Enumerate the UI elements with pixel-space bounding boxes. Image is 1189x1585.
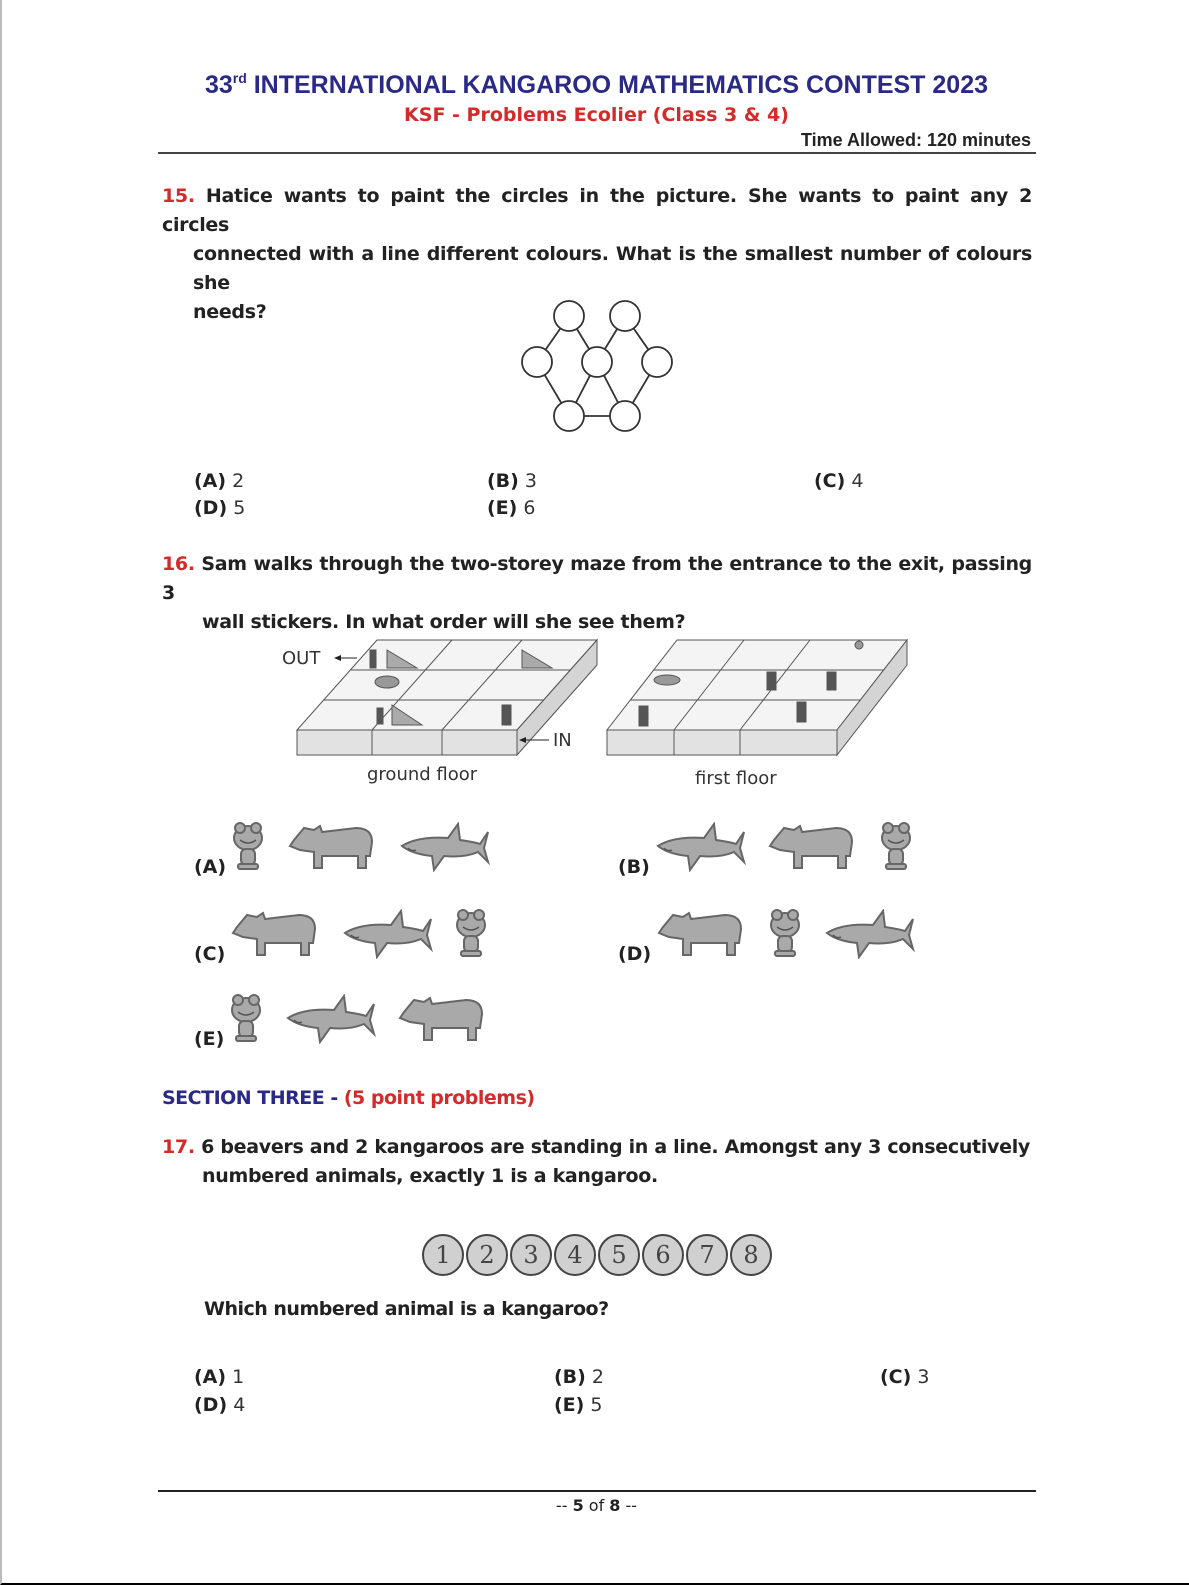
- graph-circle: [522, 347, 552, 377]
- question-text-line: Sam walks through the two-storey maze from the entrance to the exit, passing 3: [162, 553, 1032, 604]
- frog-icon: [767, 909, 803, 959]
- question-text-line: Hatice wants to paint the circles in the picture. She wants to paint any 2 circles: [162, 185, 1032, 236]
- option-value: 4: [233, 1394, 246, 1416]
- title-ordinal: 33: [204, 71, 233, 99]
- option-b[interactable]: [554, 1366, 604, 1388]
- option-d[interactable]: [194, 1394, 245, 1416]
- numbered-animals-row: [422, 1234, 772, 1276]
- option-b[interactable]: [618, 820, 934, 878]
- shark-sticker-icon: [654, 675, 680, 685]
- option-c[interactable]: [880, 1366, 929, 1388]
- shark-icon: [654, 822, 746, 872]
- page-footer: [2, 1496, 1189, 1515]
- question-17: [162, 1133, 1032, 1191]
- rhino-icon: [229, 907, 321, 959]
- option-label: (A): [194, 1366, 227, 1388]
- question-text-line: numbered animals, exactly 1 is a kangaroo.: [202, 1165, 658, 1187]
- option-a[interactable]: [194, 470, 244, 492]
- option-label: (D): [194, 497, 228, 519]
- in-label: IN: [553, 730, 572, 751]
- option-label: (A): [194, 856, 227, 878]
- option-e[interactable]: [194, 992, 508, 1050]
- rhino-icon: [655, 907, 747, 959]
- total-pages: 8: [609, 1496, 621, 1515]
- graph-circle: [642, 347, 672, 377]
- current-page: 5: [572, 1496, 584, 1515]
- numbered-animal-circle: 5: [598, 1234, 640, 1276]
- paper-subtitle: KSF - Problems Ecolier (Class 3 & 4): [404, 104, 789, 126]
- frog-sticker-icon: [855, 641, 863, 649]
- footer-dash: --: [620, 1496, 638, 1515]
- option-value: 2: [232, 470, 245, 492]
- question-number: 17.: [162, 1136, 195, 1158]
- time-allowed: Time Allowed: 120 minutes: [800, 130, 1031, 150]
- option-label: (E): [194, 1028, 225, 1050]
- title-main: INTERNATIONAL KANGAROO MATHEMATICS CONTEST 2023: [246, 71, 989, 99]
- option-e[interactable]: [487, 497, 536, 519]
- question-16: [162, 550, 1032, 637]
- shark-icon: [398, 822, 490, 872]
- footer-of: of: [583, 1496, 610, 1515]
- option-label: (D): [194, 1394, 228, 1416]
- door-icon: [502, 705, 511, 725]
- option-label: (D): [618, 943, 652, 965]
- option-value: 6: [523, 497, 536, 519]
- numbered-animal-circle: 3: [510, 1234, 552, 1276]
- option-value: 4: [851, 470, 864, 492]
- option-label: (B): [554, 1366, 586, 1388]
- door-icon: [370, 650, 376, 668]
- question-text-line: needs?: [193, 301, 267, 323]
- rhino-icon: [766, 820, 858, 872]
- rhino-icon: [396, 992, 488, 1044]
- question-text-line: 6 beavers and 2 kangaroos are standing in a line. Amongst any 3 consecutively: [201, 1136, 1031, 1158]
- option-label: (A): [194, 470, 227, 492]
- graph-circle: [554, 401, 584, 431]
- frog-icon: [878, 822, 914, 872]
- frog-icon: [230, 822, 266, 872]
- door-icon: [377, 708, 383, 724]
- first-floor-maze: [607, 640, 907, 755]
- option-label: (B): [487, 470, 519, 492]
- door-icon: [797, 702, 806, 722]
- contest-title: [2, 70, 1189, 100]
- frog-icon: [453, 909, 489, 959]
- section-title: SECTION THREE -: [162, 1087, 344, 1109]
- door-icon: [767, 672, 776, 690]
- option-value: 1: [232, 1366, 245, 1388]
- circle-graph-figure: [507, 290, 677, 440]
- door-icon: [827, 672, 836, 690]
- option-value: 3: [917, 1366, 930, 1388]
- shark-icon: [284, 994, 376, 1044]
- shark-icon: [341, 909, 433, 959]
- first-floor-label: first floor: [695, 768, 777, 789]
- option-c[interactable]: [814, 470, 863, 492]
- footer-divider: [158, 1490, 1036, 1492]
- ground-floor-maze: [297, 640, 597, 755]
- rhino-icon: [286, 820, 378, 872]
- section-heading: [162, 1087, 535, 1109]
- footer-dash: --: [555, 1496, 573, 1515]
- frog-icon: [228, 994, 264, 1044]
- graph-circle: [554, 301, 584, 331]
- ground-floor-label: ground floor: [367, 764, 478, 785]
- section-points: (5 point problems): [343, 1087, 535, 1109]
- numbered-animal-circle: 6: [642, 1234, 684, 1276]
- question-text-line: connected with a line different colours. What is the smallest number of colours she: [193, 243, 1032, 294]
- numbered-animal-circle: 1: [422, 1234, 464, 1276]
- question-17-prompt: Which numbered animal is a kangaroo?: [204, 1298, 609, 1320]
- graph-circle: [610, 401, 640, 431]
- option-value: 2: [591, 1366, 604, 1388]
- option-label: (C): [814, 470, 846, 492]
- option-value: 3: [524, 470, 537, 492]
- option-label: (B): [618, 856, 650, 878]
- option-b[interactable]: [487, 470, 537, 492]
- numbered-animal-circle: 4: [554, 1234, 596, 1276]
- graph-circle: [582, 347, 612, 377]
- numbered-animal-circle: 7: [686, 1234, 728, 1276]
- option-label: (E): [554, 1394, 585, 1416]
- option-d[interactable]: [194, 497, 245, 519]
- graph-circle: [610, 301, 640, 331]
- option-e[interactable]: [554, 1394, 603, 1416]
- door-icon: [639, 706, 648, 726]
- option-value: 5: [590, 1394, 603, 1416]
- option-value: 5: [233, 497, 246, 519]
- option-a[interactable]: [194, 1366, 244, 1388]
- option-label: (E): [487, 497, 518, 519]
- option-label: (C): [880, 1366, 912, 1388]
- option-d[interactable]: [618, 907, 935, 965]
- shark-icon: [823, 909, 915, 959]
- question-text-line: wall stickers. In what order will she see them?: [202, 611, 686, 633]
- out-label: OUT: [282, 648, 321, 669]
- option-a[interactable]: [194, 820, 510, 878]
- header-divider: [158, 152, 1036, 154]
- question-number: 16.: [162, 553, 195, 575]
- title-ordinal-suffix: rd: [232, 70, 247, 86]
- numbered-animal-circle: 8: [730, 1234, 772, 1276]
- maze-figure: [277, 630, 917, 800]
- numbered-animal-circle: 2: [466, 1234, 508, 1276]
- question-number: 15.: [162, 185, 195, 207]
- option-label: (C): [194, 943, 226, 965]
- rhino-sticker-icon: [375, 676, 399, 688]
- option-c[interactable]: [194, 907, 509, 965]
